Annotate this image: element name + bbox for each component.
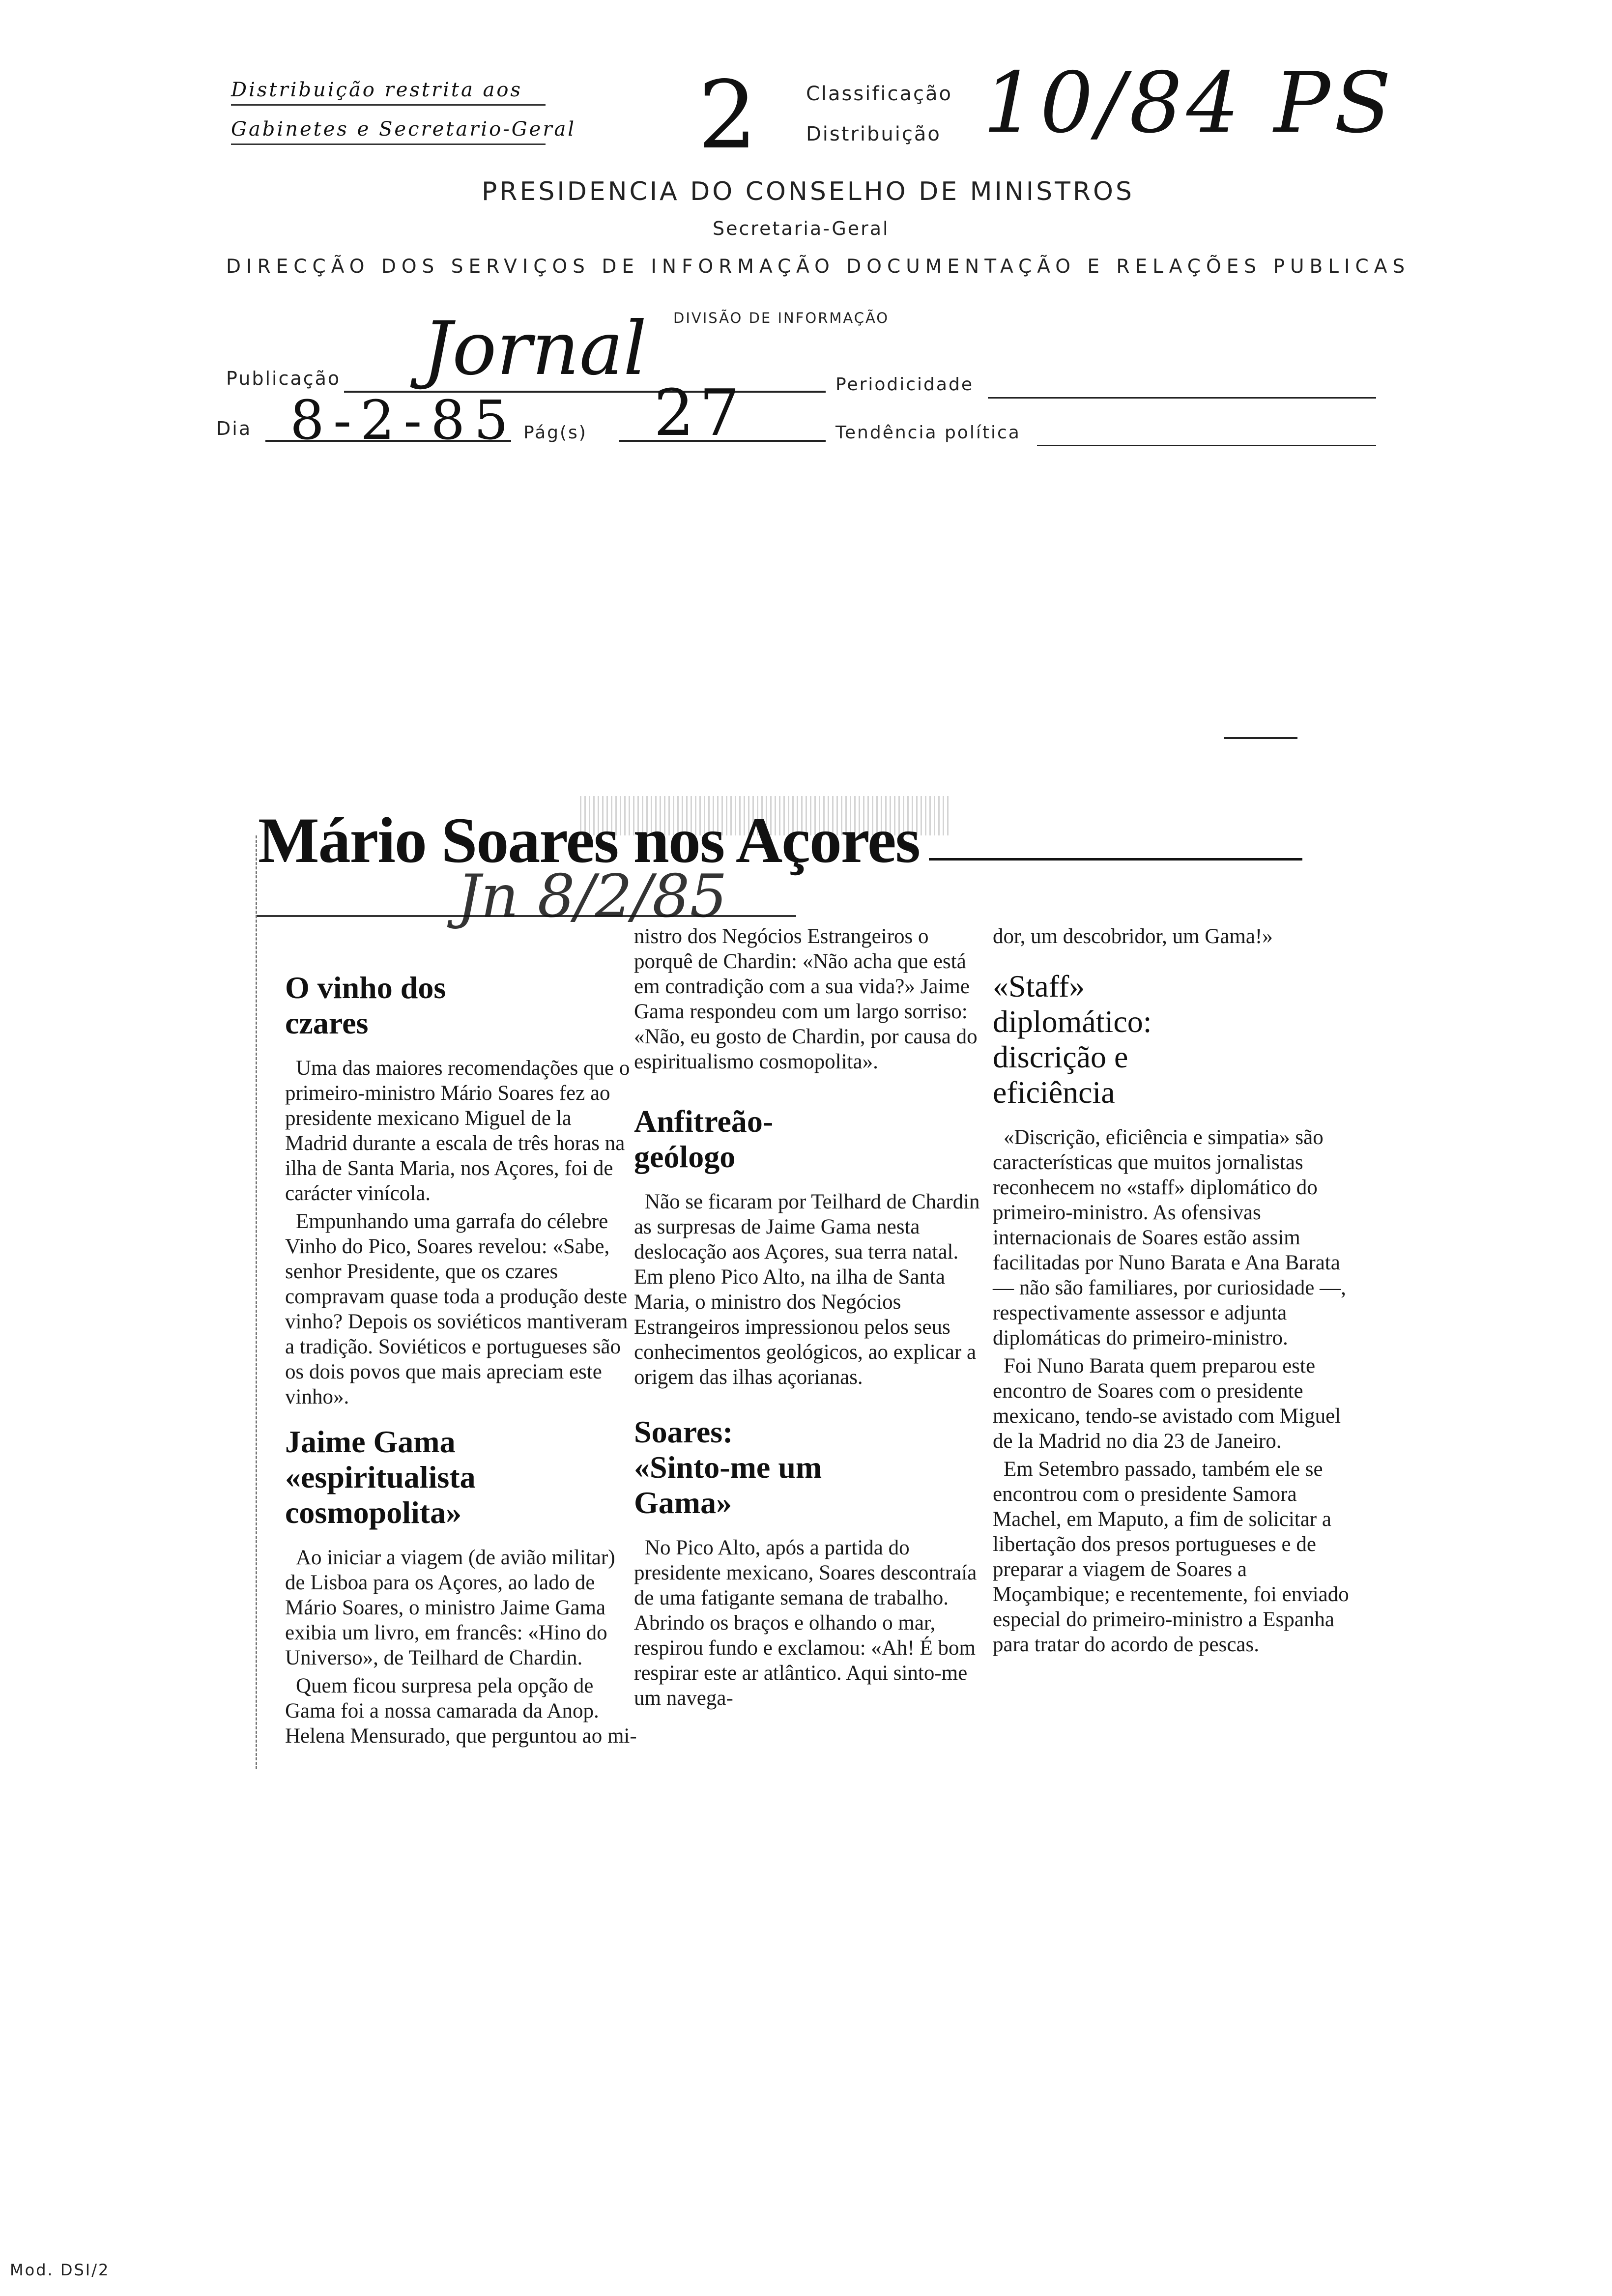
publicacao-label: Publicação <box>226 368 341 389</box>
subhead-jaime-gama: Jaime Gama «espiritualista cosmopolita» <box>285 1424 476 1530</box>
distribution-underline <box>231 104 546 106</box>
distribuicao-label: Distribuição <box>806 123 941 145</box>
clipping-headline: Mário Soares nos Açores <box>258 804 920 876</box>
headline-rule <box>929 858 1302 861</box>
publicacao-handwritten-value: Jornal <box>423 306 647 392</box>
tendencia-label: Tendência política <box>835 423 1021 443</box>
division-title: DIVISÃO DE INFORMAÇÃO <box>673 310 890 326</box>
article-column-3 <box>993 924 1356 1660</box>
dia-handwritten-value: 8-2-85 <box>290 389 518 452</box>
periodicidade-field[interactable] <box>988 397 1376 399</box>
subhead-anfitreao-geologo: Anfitreão-geólogo <box>634 1104 774 1174</box>
paragraph: Ao iniciar a viagem (de avião militar) de Lisboa para os Açores, ao lado de Mário Soares, o ministro Jaime Gama exibia um livro, em francês: «Hino do Universo», de Teilhard de Chardin. <box>285 1546 615 1669</box>
paragraph: Não se ficaram por Teilhard de Chardin as surpresas de Jaime Gama nesta deslocação aos Açores, sua terra natal. Em pleno Pico Alto, na ilha de Santa Maria, o ministro dos Negócios Estrangeiros impressionou pelos seus conhecimentos geológicos, ao explicar a origem das ilhas açorianas. <box>634 1190 980 1389</box>
paragraph: nistro dos Negócios Estrangeiros o porquê de Chardin: «Não acha que está em contradição com a sua vida?» Jaime Gama respondeu com um largo sorriso: «Não, eu gosto de Chardin, por causa do espiritualismo cosmopolita». <box>634 925 978 1073</box>
paragraph: Uma das maiores recomendações que o primeiro-ministro Mário Soares fez ao presidente mexicano Miguel de la Madrid durante a escala de três horas na ilha de Santa Maria, nos Açores, foi de carácter vinícola. <box>285 1057 630 1205</box>
article-column-1 <box>285 963 639 1751</box>
periodicidade-label: Periodicidade <box>835 374 974 395</box>
stray-pen-mark <box>1224 737 1297 739</box>
pagina-label: Pág(s) <box>523 423 587 443</box>
subhead-staff-diplomatico: «Staff» diplomático: discrição e eficiência <box>993 969 1152 1110</box>
article-column-2 <box>634 924 988 1714</box>
pagina-handwritten-value: 27 <box>654 375 745 450</box>
institution-title: PRESIDENCIA DO CONSELHO DE MINISTROS <box>482 177 1134 206</box>
tendencia-field[interactable] <box>1037 445 1376 446</box>
handwritten-number: 2 <box>698 61 757 170</box>
paragraph: «Discrição, eficiência e simpatia» são características que muitos jornalistas reconhecem no «staff» diplomático do primeiro-ministro. As ofensivas internacionais de Soares estão assim facilitadas por Nuno Barata e Ana Barata — não são familiares, por curiosidade —, respectivamente assessor e adjunta diplomáticas do primeiro-ministro. <box>993 1126 1346 1349</box>
dia-label: Dia <box>216 418 252 439</box>
distribution-underline-2 <box>231 144 546 145</box>
directorate-title: DIRECÇÃO DOS SERVIÇOS DE INFORMAÇÃO DOCUMENTAÇÃO E RELAÇÕES PUBLICAS <box>226 256 1410 278</box>
secretariat-title: Secretaria-Geral <box>713 218 890 239</box>
paragraph: No Pico Alto, após a partida do presidente mexicano, Soares descontraía de uma fatigante semana de trabalho. Abrindo os braços e olhando o mar, respirou fundo e exclamou: «Ah! É bom respirar este ar atlântico. Aqui sinto-me um navega- <box>634 1536 977 1710</box>
classificacao-label: Classificação <box>806 83 953 105</box>
paragraph: Foi Nuno Barata quem preparou este encontro de Soares com o presidente mexicano, tendo-se avistado com Miguel de la Madrid no dia 23 de Janeiro. <box>993 1354 1341 1453</box>
distribution-note-line1: Distribuição restrita aos <box>231 79 522 101</box>
left-margin-rule <box>256 835 257 1769</box>
paragraph: Em Setembro passado, também ele se encontrou com o presidente Samora Machel, em Maputo, a fim de solicitar a libertação dos presos portugueses e de preparar a viagem de Soares a Moçambique; e recentemente, foi enviado especial do primeiro-ministro a Espanha para tratar do acordo de pescas. <box>993 1458 1349 1656</box>
handwritten-classification: 10/84 PS <box>983 55 1395 152</box>
paragraph: Empunhando uma garrafa do célebre Vinho do Pico, Soares revelou: «Sabe, senhor Presidente, que os czares compravam quase toda a produção deste vinho? Depois os soviéticos mantiveram a tradição. Soviéticos e portugueses são os dois povos que mais apreciam este vinho». <box>285 1210 628 1408</box>
subhead-sinto-me-um-gama: Soares: «Sinto-me um Gama» <box>634 1414 822 1520</box>
paragraph: dor, um descobridor, um Gama!» <box>993 925 1273 948</box>
handwritten-clipping-date: Jn 8/2/85 <box>457 862 727 931</box>
form-code: Mod. DSI/2 <box>10 2261 110 2279</box>
subhead-vinho-czares: O vinho dos czares <box>285 970 446 1040</box>
distribution-note-line2: Gabinetes e Secretario-Geral <box>231 118 576 141</box>
paragraph: Quem ficou surpresa pela opção de Gama foi a nossa camarada da Anop. Helena Mensurado, que perguntou ao mi- <box>285 1674 637 1748</box>
